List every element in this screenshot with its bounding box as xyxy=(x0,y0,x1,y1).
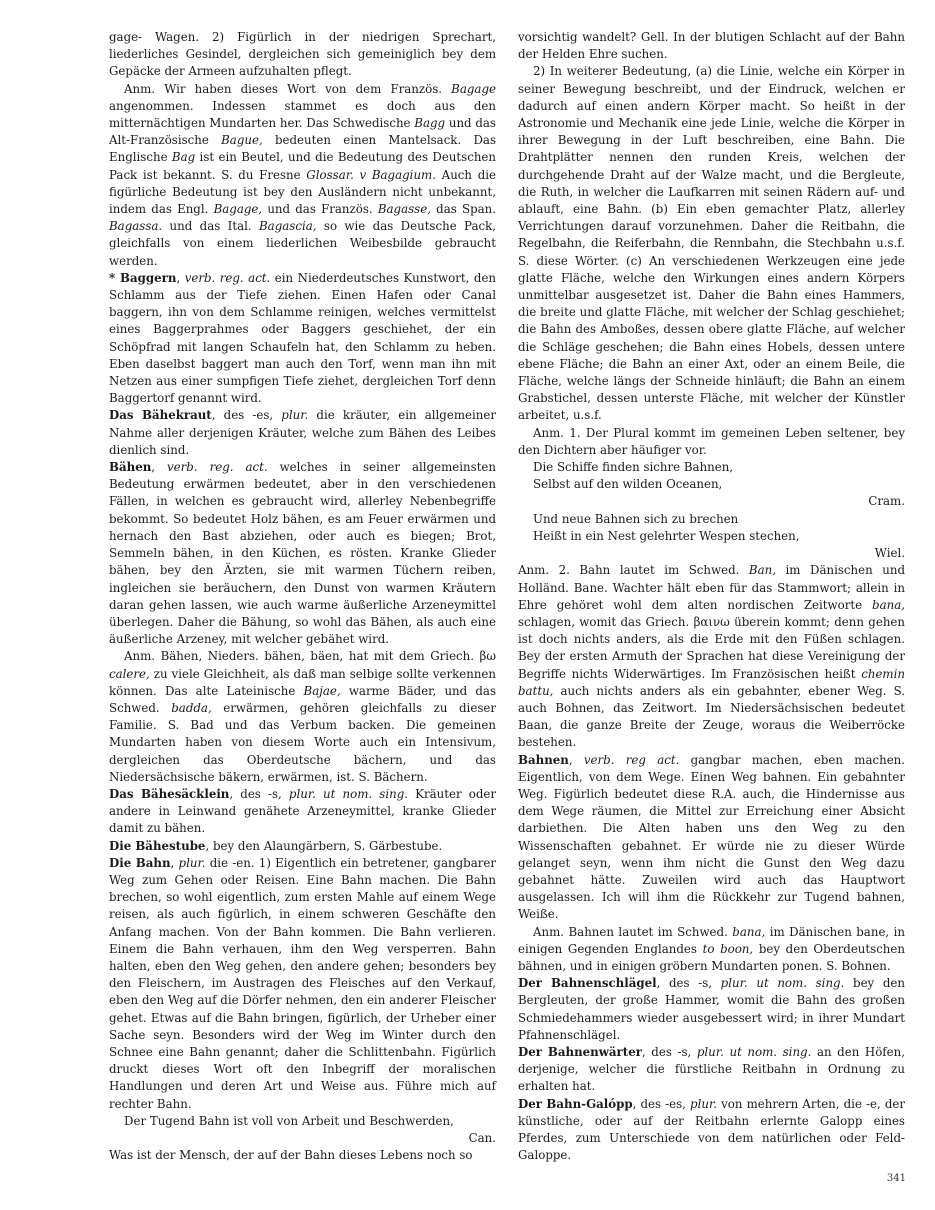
italic-term: Glossar. v Bagagium. xyxy=(306,167,436,182)
paragraph xyxy=(109,855,496,1113)
italic-term: Bagage xyxy=(451,81,496,96)
text-run: so wie das Deutsche Pack, gleichfalls von einem liederlichen Weibesbilde gebraucht werden. xyxy=(109,219,496,268)
text-run: Die Schiffe finden sichre Bahnen, xyxy=(533,460,734,475)
text-run: , xyxy=(151,460,168,475)
paragraph xyxy=(518,752,905,924)
headword: Das Bähekraut xyxy=(109,408,212,423)
text-run: ist ein Beutel, und die Bedeutung des Deutschen Pack ist bekannt. S. du Fresne xyxy=(109,150,497,182)
text-run: im Dänischen bane, in einigen Gegenden Englandes xyxy=(518,924,905,956)
text-run: Der Tugend Bahn ist voll von Arbeit und Beschwerden, xyxy=(124,1113,454,1128)
paragraph xyxy=(518,29,905,63)
headword: Der Bahn-Galópp xyxy=(518,1096,633,1111)
italic-term: chemin battu, xyxy=(518,666,905,698)
paragraph xyxy=(109,81,496,270)
text-run: Anm. 1. Der Plural kommt im gemeinen Leben seltener, bey den Dichtern aber häufiger vor. xyxy=(518,425,905,457)
paragraph xyxy=(518,975,905,1044)
text-run: bey den Bergleuten, der große Hammer, womit die Bahn des großen Schmiedehammers wieder ausgebessert wird; in ihrer Mundart Pfahnenschlägel. xyxy=(518,976,905,1042)
italic-term: verb. reg act. xyxy=(583,752,680,767)
verse-line xyxy=(518,459,905,476)
italic-term: Bague, xyxy=(221,133,263,148)
text-run: , des -es, xyxy=(211,408,282,423)
text-run: warme Bäder, und das Schwed. xyxy=(109,683,497,715)
paragraph xyxy=(518,63,905,424)
text-run: Wiel. xyxy=(874,546,905,561)
text-run: bedeuten einen Mantelsack. Das Englische xyxy=(109,133,497,165)
italic-term: bana, xyxy=(732,924,766,939)
text-run: Selbst auf den wilden Oceanen, xyxy=(533,477,723,492)
italic-term: to boon, xyxy=(702,941,754,956)
headword: Der Bahnenwärter xyxy=(518,1044,642,1059)
italic-term: plur. xyxy=(281,408,309,423)
text-run: gangbar machen, eben machen. Eigentlich, von dem Wege. Einen Weg bahnen. Ein gebahnter Weg. Figürlich bedeutet diese R.A. auch, die Hindernisse aus dem Wege räumen, die Mittel zur Erreichung einer Absicht darbiethen. Die Alten haben uns den Weg zu den Wissenschaften gebahnet. Er würde nie zu dieser Würde gelanget seyn, wenn ihm nicht die Gunst den Weg dazu gebahnet hätte. Zuweilen wird auch das Hauptwort ausgelassen. Ich will ihm die Rückkehr zur Tugend bahnen, Weiße. xyxy=(518,752,906,922)
italic-term: plur. ut nom. sing. xyxy=(288,786,409,801)
italic-term: Ban, xyxy=(748,563,776,578)
text-run: von mehrern Arten, die -e, der künstliche, oder auf der Reitbahn erlernte Galopp eines Pferdes, zum Unterschiede von dem natürlichen oder Feld-Galoppe. xyxy=(518,1096,906,1163)
text-run: , xyxy=(568,752,584,767)
text-run: Heißt in ein Nest gelehrter Wespen stechen, xyxy=(533,528,800,543)
text-run: ein Niederdeutsches Kunstwort, den Schlamm aus der Tiefe ziehen. Einen Hafen oder Canal baggern, ihn von dem Schlamme reinigen, welches vermittelst eines Baggerprahmes oder Baggers geschiehet, der ein Schöpfrad mit langen Schaufeln hat, den Schlamm zu heben. Eben daselbst baggert man auch den Torf, wenn man ihn mit Netzen aus einer sumpfigen Tiefe ziehet, dergleichen Torf denn Baggertorf genannt wird. xyxy=(109,270,497,406)
text-run: erwärmen, gehören gleichfalls zu dieser Familie. S. Bad und das Verbum backen. Die gemeinen Mundarten haben von diesem Worte auch ein Intensivum, dergleichen das Oberdeutsche bächern, und das Niedersächsische bäkern, erwärmen, ist. S. Bächern. xyxy=(109,700,496,784)
text-run: , des -s, xyxy=(641,1044,697,1059)
italic-term: calere, xyxy=(109,666,150,681)
text-run: und das Französ. xyxy=(262,202,378,217)
text-run: Auch die figürliche Bedeutung ist bey den Ausländern nicht unbekannt, indem das Engl. xyxy=(109,167,496,217)
paragraph xyxy=(109,648,496,786)
verse-line xyxy=(518,511,905,528)
text-run: Was ist der Mensch, der auf der Bahn dieses Lebens noch so xyxy=(109,1148,473,1163)
headword: * Baggern xyxy=(109,270,177,285)
paragraph xyxy=(109,1147,496,1164)
text-run: , xyxy=(170,855,179,870)
headword: Bähen xyxy=(109,460,152,475)
text-run: auch nichts anders als ein gebahnter, ebener Weg. S. auch Bohnen, das Zeitwort. Im Niedersächsischen bedeutet Baan, die ganze Breite der Zeuge, woraus die Weiberröcke bestehen. xyxy=(518,683,905,750)
verse-line xyxy=(518,476,905,493)
text-run: Anm. Bähen, Nieders. bähen, bäen, hat mit dem Griech. βω xyxy=(124,649,496,664)
headword: Die Bähestube xyxy=(109,838,206,853)
italic-term: Bagasse, xyxy=(377,202,431,217)
paragraph xyxy=(109,270,496,408)
text-run: Anm. Bahnen lautet im Schwed. xyxy=(533,924,733,939)
text-run: , des -s, xyxy=(229,786,289,801)
headword: Bahnen xyxy=(518,752,569,767)
text-run: angenommen. Indessen stammet es doch aus den mitternächtigen Mundarten her. Das Schwedische xyxy=(109,98,496,131)
text-run: an den Höfen, derjenige, welcher die fürstliche Reitbahn in Ordnung zu erhalten hat. xyxy=(518,1044,905,1094)
right-column xyxy=(518,29,905,1164)
paragraph xyxy=(518,924,905,976)
text-run: Cram. xyxy=(868,494,905,509)
text-run: das Span. xyxy=(430,202,497,217)
text-run: , des -s, xyxy=(656,976,721,991)
text-run: Can. xyxy=(468,1131,496,1145)
text-run: die -en. 1) Eigentlich ein betretener, gangbarer Weg zum Gehen oder Reisen. Eine Bahn machen. Die Bahn brechen, so wohl eigentlich, zum ersten Mahle auf einem Wege reisen, als auch figürlich, in einem schweren Geschäfte den Anfang machen. Von der Bahn kommen. Die Bahn verlieren. Einem die Bahn verhauen, ihm den Weg versperren. Bahn halten, eben den Weg gehen, den andere gehen; besonders bey den Fleischern, im Austragen des Fleisches auf den Verkauf, eben den Weg auf die Dörfer nehmen, den ein anderer Fleischer gehet. Etwas auf die Bahn bringen, figürlich, der Urheber einer Sache seyn. Besonders wird der Weg im Winter durch den Schnee eine Bahn genannt; daher die Schlittenbahn. Figürlich druckt dieses Wort oft den Inbegriff der moralischen Handlungen und deren Art und Weise aus. Führe mich auf rechter Bahn. xyxy=(109,855,496,1111)
text-run: Anm. Wir haben dieses Wort von dem Französ. xyxy=(124,81,452,96)
paragraph xyxy=(109,459,496,648)
text-run: Und neue Bahnen sich zu brechen xyxy=(533,511,739,526)
page-number: 341 xyxy=(886,1173,906,1184)
text-run: welches in seiner allgemeinsten Bedeutung erwärmen bedeutet, aber in den verschiedenen Fällen, in welchen es gebraucht wird, allerley Nebenbegriffe bekommt. So bedeutet Holz bähen, es am Feuer erwärmen und hernach den Bast abziehen, oder auch es biegen; Brot, Semmeln bähen, in den Küchen, es rösten. Kranke Glieder bähen, bey den Ärzten, sie mit warmen Tüchern reiben, ingleichen sie beräuchern, den Dunst von warmen Kräutern daran gehen lassen, wie auch warme äußerliche Arzeneymittel überlegen. Daher die Bähung, so wohl das Bähen, als auch eine äußerliche Arzeney, mit welcher gebähet wird. xyxy=(109,460,497,647)
quote-source xyxy=(518,493,905,510)
italic-term: Bajae, xyxy=(303,683,341,698)
verse-line xyxy=(518,528,905,545)
text-run: zu viele Gleichheit, als daß man selbige sollte verkennen können. Das alte Lateinische xyxy=(109,666,496,698)
quote-source xyxy=(109,1130,496,1147)
text-run: vorsichtig wandelt? Gell. In der blutigen Schlacht auf der Bahn der Helden Ehre suchen. xyxy=(518,30,905,62)
quote-source xyxy=(518,545,905,562)
left-column xyxy=(109,29,496,1164)
text-run: im Dänischen und Holländ. Bane. Wachter hält eben für das Stammwort; allein in Ehre gehöret wohl dem alten nordischen Zeitworte xyxy=(518,563,905,612)
text-run: Kräuter oder andere in Leinwand genähete Arzeneymittel, kranke Glieder damit zu bähen. xyxy=(109,786,496,836)
text-run: bey den Oberdeutschen bähnen, und in einigen gröbern Mundarten ponen. S. Bohnen. xyxy=(518,941,905,973)
italic-term: bana, xyxy=(872,597,905,612)
italic-term: Bagg xyxy=(414,116,446,131)
paragraph xyxy=(518,425,905,459)
text-run: und das Ital. xyxy=(162,219,260,234)
text-run: 2) In weiterer Bedeutung, (a) die Linie, welche ein Körper in seiner Bewegung beschreibt, und der Eindruck, welchen er dadurch auf einen andern Körper macht. So heißt in der Astronomie und Mechanik eine jede Linie, welche die Körper in ihrer Bewegung in der Luft beschreiben, eine Bahn. Die Drahtplätter nennen den runden Kreis, welchen der durchgehende Draht auf der Walze macht, und die Bergleute, die Ruth, in welcher die Laufkarren mit seinen Rädern auf- und ablauft, eine Bahn. (b) Ein eben gemachter Platz, allerley Verrichtungen darauf vorzunehmen. Daher die Reitbahn, die Regelbahn, die Reiferbahn, die Rennbahn, die Stechbahn u.s.f. S. diese Wörter. (c) An verschiedenen Werkzeugen eine jede glatte Fläche, welche den Wirkungen eines andern Körpers unmittelbar ausgesetzet ist. Daher die Bahn eines Hammers, die breite und glatte Fläche, mit welcher der Schlag geschiehet; die Bahn des Amboßes, dessen obere glatte Fläche, auf welcher die Schläge geschehen; die Bahn eines Hobels, dessen untere ebene Fläche; die Bahn an einer Axt, oder an einem Beile, die Fläche, welche längs der Schneide hinläuft; die Bahn an einem Grabstichel, dessen unterste Fläche, mit welcher der Künstler arbeitet, u.s.f. xyxy=(518,64,905,423)
text-run: , bey den Alaungärbern, S. Gärbestube. xyxy=(205,838,443,853)
italic-term: verb. reg. act. xyxy=(167,460,268,475)
italic-term: badda, xyxy=(171,700,212,715)
italic-term: plur. xyxy=(178,855,206,870)
verse-line xyxy=(109,1113,496,1130)
text-run: und das Alt-Französische xyxy=(109,116,496,148)
italic-term: Bag xyxy=(171,150,196,165)
headword: Die Bahn xyxy=(109,855,171,870)
italic-term: plur. ut nom. sing. xyxy=(696,1044,812,1059)
paragraph xyxy=(109,29,496,81)
italic-term: Bagassa. xyxy=(109,219,163,234)
text-run: , des -es, xyxy=(632,1096,691,1111)
paragraph xyxy=(518,1044,905,1096)
italic-term: plur. xyxy=(690,1096,718,1111)
paragraph xyxy=(518,1096,905,1165)
text-run: schlagen, womit das Griech. βαινω überein kommt; denn gehen ist doch nichts anders, als die Erde mit den Füßen schlagen. Bey der ersten Armuth der Sprachen hat diese Vereinigung der Begriffe nichts Widerwärtiges. Im Französischen heißt xyxy=(518,614,905,681)
text-run: gage- Wagen. 2) Figürlich in der niedrigen Sprechart, liederliches Gesindel, dergleichen sich gemeiniglich bey dem Gepäcke der Armeen aufzuhalten pflegt. xyxy=(109,30,496,79)
headword: Das Bähesäcklein xyxy=(109,786,230,801)
italic-term: Bagage, xyxy=(213,202,263,217)
italic-term: Bagascia, xyxy=(259,219,317,234)
paragraph xyxy=(109,838,496,855)
text-run: , xyxy=(176,270,185,285)
italic-term: verb. reg. act. xyxy=(184,270,271,285)
paragraph xyxy=(518,562,905,751)
paragraph xyxy=(109,407,496,459)
paragraph xyxy=(109,786,496,838)
headword: Der Bahnenschlägel xyxy=(518,976,657,991)
italic-term: plur. ut nom. sing. xyxy=(720,976,845,991)
text-run: Anm. 2. Bahn lautet im Schwed. xyxy=(518,563,749,578)
text-run: die kräuter, ein allgemeiner Nahme aller derjenigen Kräuter, welche zum Bähen des Leibes dienlich sind. xyxy=(109,408,496,457)
